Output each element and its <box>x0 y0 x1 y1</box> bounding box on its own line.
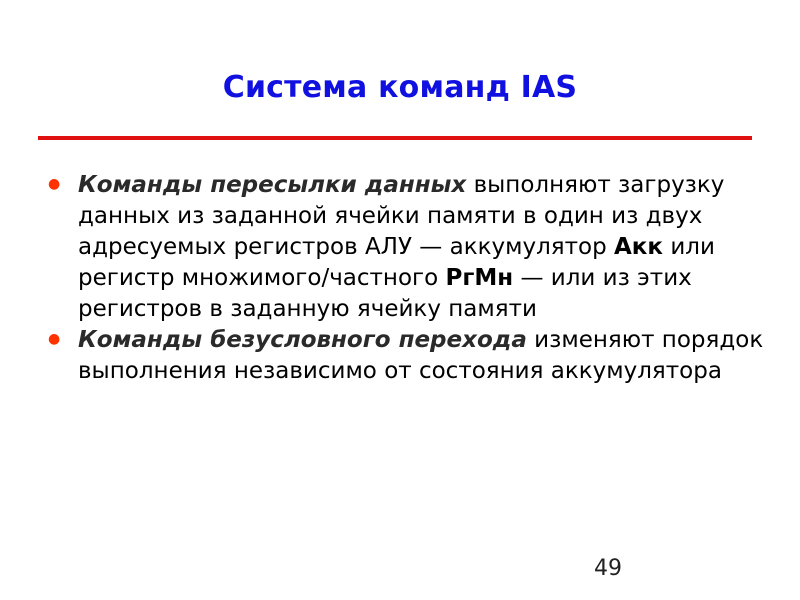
title-underline-rule <box>38 136 752 140</box>
term-unconditional-jump: Команды безусловного перехода <box>78 327 527 353</box>
red-dot-bullet-icon: ● <box>48 331 61 347</box>
bullet-text: — или из этих регистров в заданную ячейку памяти <box>78 265 692 322</box>
bullet-list <box>48 170 768 387</box>
red-dot-bullet-icon: ● <box>48 176 61 192</box>
slide-title: Система команд IAS <box>222 70 578 105</box>
term-data-transfer: Команды пересылки данных <box>78 172 467 198</box>
bullet-item-data-transfer <box>48 170 768 325</box>
bullet-text: изменяют порядок выполнения независимо от состояния аккумулятора <box>78 327 764 384</box>
bullet-item-unconditional-jump <box>48 325 768 387</box>
page-number: 49 <box>594 556 622 581</box>
bullet-text: выполняют загрузку данных из заданной ячейки памяти в один из двух адресуемых регистров АЛУ — аккумулятор <box>78 172 725 260</box>
term-accumulator: Акк <box>614 234 664 260</box>
term-register: РгМн <box>445 265 514 291</box>
bullet-text: или регистр множимого/частного <box>78 234 715 291</box>
